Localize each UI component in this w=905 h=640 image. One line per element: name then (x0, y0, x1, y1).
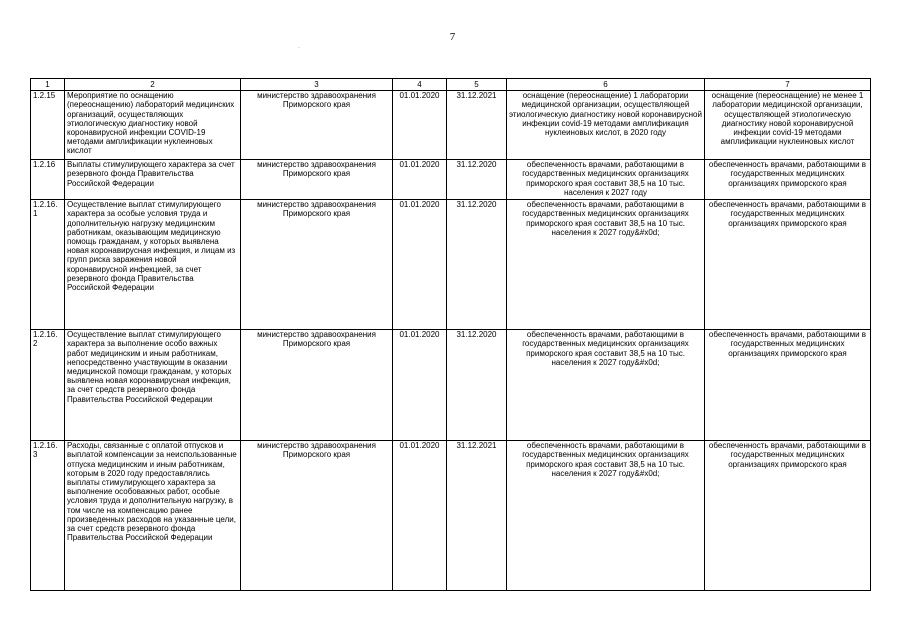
start-date-cell: 01.01.2020 (393, 160, 447, 200)
executor-cell: министерство здравоохранения Приморского края (241, 91, 393, 160)
expected-result-cell: обеспеченность врачами, работающими в государственных медицинских организациях приморского края составит 38,5 на 10 тыс. населения к 2027 году&#x0d; (507, 200, 705, 330)
measure-name-cell: Осуществление выплат стимулирующего характера за выполнение особо важных работ медицинским и иным работникам, непосредственно участвующим в оказании медицинской помощи гражданам, у которых выявлена новая коронавирусная инфекция, за счет средств резервного фонда Правительства Российской Федерации (65, 330, 241, 441)
header-cell-col2: 2 (65, 79, 241, 91)
row-number-cell: 1.2.16. 3 (31, 441, 65, 591)
measure-name-cell: Выплаты стимулирующего характера за счет резервного фонда Правительства Российской Федерации (65, 160, 241, 200)
header-cell-col1: 1 (31, 79, 65, 91)
expected-result-cell: обеспеченность врачами, работающими в государственных медицинских организациях приморского края составит 38,5 на 10 тыс. населения к 2027 году&#x0d; (507, 330, 705, 441)
end-date-cell: 31.12.2020 (447, 330, 507, 441)
end-date-cell: 31.12.2020 (447, 160, 507, 200)
target-indicator-cell: обеспеченность врачами, работающими в государственных медицинских организациях приморского края (705, 160, 871, 200)
header-cell-col4: 4 (393, 79, 447, 91)
table-row (31, 330, 871, 441)
row-number-cell: 1.2.15 (31, 91, 65, 160)
row-number-cell: 1.2.16 (31, 160, 65, 200)
table-header-row (31, 79, 871, 91)
target-indicator-cell: обеспеченность врачами, работающими в государственных медицинских организациях приморского края (705, 330, 871, 441)
header-cell-col3: 3 (241, 79, 393, 91)
row-number-cell: 1.2.16. 2 (31, 330, 65, 441)
start-date-cell: 01.01.2020 (393, 441, 447, 591)
start-date-cell: 01.01.2020 (393, 330, 447, 441)
target-indicator-cell: оснащение (переоснащение) не менее 1 лаборатории медицинской организации, осуществляющей этиологическую диагностику новой коронавирусной инфекции covid-19 методами амплификации нуклеиновых кислот (705, 91, 871, 160)
table-row (31, 91, 871, 160)
table-row (31, 160, 871, 200)
measure-name-cell: Осуществление выплат стимулирующего характера за особые условия труда и дополнительную нагрузку медицинским работникам, оказывающим медицинскую помощь гражданам, у которых выявлена новая коронавирусная инфекция, и лицам из групп риска заражения новой коронавирусной инфекцией, за счет резервного фонда Правительства Российской Федерации (65, 200, 241, 330)
header-cell-col6: 6 (507, 79, 705, 91)
end-date-cell: 31.12.2020 (447, 200, 507, 330)
start-date-cell: 01.01.2020 (393, 91, 447, 160)
target-indicator-cell: обеспеченность врачами, работающими в государственных медицинских организациях приморского края (705, 441, 871, 591)
end-date-cell: 31.12.2021 (447, 441, 507, 591)
measure-name-cell: Расходы, связанные с оплатой отпусков и выплатой компенсации за неиспользованные отпуска медицинским и иным работникам, которым в 2020 году предоставлялись выплаты стимулирующего характера за выполнение особоважных работ, особые условия труда и дополнительную нагрузку, в том числе на компенсацию ранее произведенных расходов на указанные цели, за счет средств резервного фонда Правительства Российской Федерации (65, 441, 241, 591)
executor-cell: министерство здравоохранения Приморского края (241, 441, 393, 591)
table-row (31, 441, 871, 591)
executor-cell: министерство здравоохранения Приморского края (241, 160, 393, 200)
scan-speck: · (298, 45, 300, 51)
header-cell-col5: 5 (447, 79, 507, 91)
row-number-cell: 1.2.16. 1 (31, 200, 65, 330)
target-indicator-cell: обеспеченность врачами, работающими в государственных медицинских организациях приморского края (705, 200, 871, 330)
start-date-cell: 01.01.2020 (393, 200, 447, 330)
expected-result-cell: обеспеченность врачами, работающими в государственных медицинских организациях приморского края составит 38,5 на 10 тыс. населения к 2027 году&#x0d; (507, 441, 705, 591)
page-number: 7 (449, 31, 456, 43)
end-date-cell: 31.12.2021 (447, 91, 507, 160)
executor-cell: министерство здравоохранения Приморского края (241, 330, 393, 441)
header-cell-col7: 7 (705, 79, 871, 91)
expected-result-cell: обеспеченность врачами, работающими в государственных медицинских организациях приморского края составит 38,5 на 10 тыс. населения к 2027 году (507, 160, 705, 200)
expected-result-cell: оснащение (переоснащение) 1 лаборатории медицинской организации, осуществляющей этиологическую диагностику новой коронавирусной инфекции covid-19 методами амплификация нуклеиновых кислот, в 2020 году (507, 91, 705, 160)
measure-name-cell: Мероприятие по оснащению (переоснащению) лабораторий медицинских организаций, осуществляющих этиологическую диагностику новой коронавирусной инфекции COVID-19 методами амплификации нуклеиновых кислот (65, 91, 241, 160)
executor-cell: министерство здравоохранения Приморского края (241, 200, 393, 330)
program-measures-table (30, 78, 871, 591)
table-row (31, 200, 871, 330)
